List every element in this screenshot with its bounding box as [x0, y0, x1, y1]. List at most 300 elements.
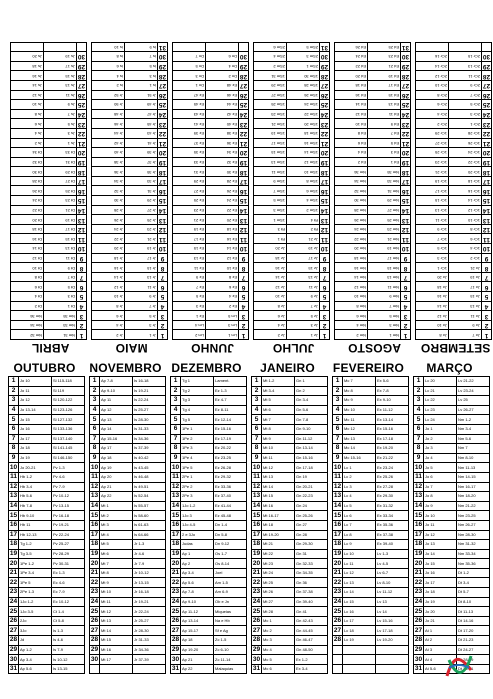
table-row	[92, 52, 168, 62]
day-number: 10	[239, 245, 248, 253]
table-row	[414, 530, 490, 540]
day-number: 30	[90, 655, 99, 663]
reading-2: Ez 23	[173, 205, 206, 215]
day-number: 6	[252, 424, 262, 434]
reading-2: Jr 6	[92, 311, 125, 321]
table-row	[173, 119, 249, 129]
reading-2: Is 4-6	[52, 636, 85, 646]
table-row	[92, 263, 168, 273]
day-number: 23	[414, 588, 423, 596]
day-number: 14	[401, 206, 410, 214]
day-number: 3	[158, 311, 168, 321]
day-number: 6	[171, 424, 181, 434]
day-number: 31	[252, 665, 261, 673]
table-row	[254, 320, 330, 330]
table-row	[11, 253, 87, 263]
table-row	[171, 444, 247, 454]
reading-2: Rt 1	[254, 234, 287, 244]
table-row	[252, 549, 328, 559]
reading-1: Jo 10	[424, 511, 457, 521]
table-row	[90, 549, 166, 559]
reading-2: Ez 7	[173, 282, 206, 292]
table-row	[335, 282, 411, 292]
table-row	[171, 549, 247, 559]
table-row	[333, 453, 409, 463]
reading-2: Ez 8-11	[214, 405, 247, 415]
reading-1: 1Sm 26	[287, 90, 320, 100]
day-number: 27	[252, 626, 261, 634]
reading-1: Dt 23	[44, 196, 77, 206]
day-number: 23	[171, 588, 180, 596]
day-number: 11	[321, 235, 328, 243]
reading-2: Lv 15-16	[376, 616, 409, 626]
reading-1: Nm 19	[368, 244, 401, 254]
table-row	[173, 224, 249, 234]
reading-2: Lv 17-18	[376, 626, 409, 636]
reading-1: Jz 13	[287, 272, 320, 282]
day-number: 5	[414, 415, 424, 425]
reading-2: Ez 15-16	[214, 424, 247, 434]
reading-2: Nm 28-30	[457, 530, 490, 540]
table-row	[171, 559, 247, 569]
reading-1: Ap 2	[181, 559, 214, 569]
table-row	[252, 578, 328, 588]
table-row	[90, 472, 166, 482]
day-number: 20	[401, 149, 410, 157]
reading-2: Jz 18	[254, 253, 287, 263]
reading-1: Ez 46	[206, 90, 239, 100]
day-number: 19	[77, 159, 86, 167]
reading-1: Jo 7	[449, 330, 482, 340]
reading-1: Mt 9	[100, 578, 133, 588]
table-row	[333, 626, 409, 636]
day-number: 14	[9, 502, 18, 510]
reading-1: 1Cr 18	[449, 176, 482, 186]
table-row	[92, 167, 168, 177]
reading-1: Ap 12	[100, 405, 133, 415]
day-number: 4	[90, 405, 100, 415]
reading-1: Mt 2	[100, 511, 133, 521]
table-row	[9, 626, 85, 636]
reading-1: Nm 33	[368, 176, 401, 186]
day-number: 10	[158, 245, 167, 253]
reading-1: Jz 21	[287, 234, 320, 244]
day-number: 23	[482, 120, 491, 128]
month-title: MAIO	[115, 341, 148, 355]
day-number: 13	[158, 216, 167, 224]
table-row	[173, 61, 249, 71]
day-number: 11	[172, 473, 179, 481]
day-number: 14	[239, 206, 248, 214]
day-number: 12	[333, 482, 342, 490]
table-row	[335, 61, 411, 71]
reading-1: Dt 7	[44, 272, 77, 282]
table-row	[414, 597, 490, 607]
table-row	[9, 472, 85, 482]
day-number: 14	[158, 206, 167, 214]
reading-1: Mt 9	[262, 434, 295, 444]
reading-1: Mt 19-20	[262, 530, 295, 540]
table-row	[173, 71, 249, 81]
reading-2: Pv 30-31	[52, 559, 85, 569]
day-number: 24	[482, 111, 491, 119]
day-number: 23	[320, 120, 329, 128]
day-number: 7	[77, 272, 87, 282]
reading-1: Jr 21	[125, 234, 158, 244]
reading-2: Nm 1-2	[457, 415, 490, 425]
reading-1: Jo 8	[424, 492, 457, 502]
reading-1: Jo 21	[424, 616, 457, 626]
table-row	[11, 301, 87, 311]
day-number: 11	[402, 235, 409, 243]
table-row	[252, 511, 328, 521]
reading-2: Jo 10	[416, 320, 449, 330]
table-row	[416, 282, 492, 292]
day-number: 5	[482, 292, 492, 302]
day-number: 16	[333, 521, 342, 529]
table-row	[416, 301, 492, 311]
reading-2: Dn 5-8	[214, 530, 247, 540]
reading-2: 1Cr 5	[416, 244, 449, 254]
reading-2: Nm 35-36	[457, 559, 490, 569]
reading-2: 1Sm 27	[254, 90, 287, 100]
table-row	[333, 540, 409, 550]
reading-2: Jr 19-21	[133, 597, 166, 607]
day-number: 21	[77, 139, 86, 147]
reading-1: Nm 23	[368, 224, 401, 234]
day-number: 4	[414, 405, 424, 415]
reading-2: Dt 1-2	[457, 568, 490, 578]
reading-1: Nm 17	[368, 253, 401, 263]
reading-1: Lc 11	[343, 559, 376, 569]
reading-2: Dn 7	[173, 52, 206, 62]
reading-1: 1Jo 4-5	[181, 520, 214, 530]
table-row	[333, 655, 409, 665]
reading-1: Is 7	[125, 52, 158, 62]
reading-1: Mt 14	[262, 482, 295, 492]
table-row	[416, 320, 492, 330]
reading-1: Nm 3	[368, 320, 401, 330]
reading-2: Ez 15	[173, 244, 206, 254]
table-row	[335, 176, 411, 186]
reading-1: Mt 21	[262, 540, 295, 550]
reading-1: Jo 7	[424, 482, 457, 492]
table-row	[92, 71, 168, 81]
reading-2: Ex 35-36	[376, 520, 409, 530]
day-number: 29	[482, 63, 491, 71]
table-row	[252, 588, 328, 598]
day-number: 2	[252, 386, 262, 396]
reading-table	[251, 376, 328, 674]
reading-2: Ed 26	[335, 42, 368, 52]
reading-2: Ex 33-34	[376, 511, 409, 521]
table-row	[92, 128, 168, 138]
reading-2: Jr 18	[92, 253, 125, 263]
reading-table	[413, 376, 490, 674]
day-number: 23	[90, 588, 99, 596]
reading-1: Jr 51	[125, 90, 158, 100]
table-row	[416, 42, 492, 52]
reading-2: Jr 22	[92, 234, 125, 244]
reading-2: Nm 32	[11, 330, 44, 340]
table-row	[252, 492, 328, 502]
reading-1: 1Pe 3-4	[19, 568, 52, 578]
reading-1: 1Cr 22	[449, 157, 482, 167]
reading-2: Ec 7-9	[52, 588, 85, 598]
day-number: 29	[9, 645, 18, 653]
reading-1: Ap 15-16	[100, 434, 133, 444]
table-row	[252, 626, 328, 636]
reading-1: Mc 1	[262, 616, 295, 626]
reading-1: Tg 3-5	[19, 549, 52, 559]
reading-2: Ez 17	[173, 234, 206, 244]
reading-1: 1Sm 20	[287, 119, 320, 129]
day-number: 21	[239, 139, 248, 147]
reading-1: Jo 11	[424, 520, 457, 530]
table-row	[416, 244, 492, 254]
table-row	[254, 311, 330, 321]
reading-2: 1Cr 23	[416, 157, 449, 167]
reading-2: Ez 23-25	[214, 453, 247, 463]
day-number: 21	[9, 569, 18, 577]
table-row	[9, 568, 85, 578]
reading-1: Jr 5	[125, 311, 158, 321]
day-number: 3	[482, 311, 492, 321]
reading-1: 2Sm 1	[287, 61, 320, 71]
table-row	[11, 263, 87, 273]
reading-2: Gn 22-23	[295, 492, 328, 502]
reading-1: Ez 12	[206, 253, 239, 263]
table-row	[90, 664, 166, 674]
day-number: 8	[171, 444, 181, 454]
table-row	[92, 196, 168, 206]
day-number: 12	[239, 226, 248, 234]
day-number: 30	[158, 53, 167, 61]
reading-1: Mt 6	[262, 405, 295, 415]
day-number: 4	[239, 301, 249, 311]
table-row	[414, 501, 490, 511]
day-number: 1	[482, 330, 492, 340]
table-row	[171, 578, 247, 588]
day-number: 10	[252, 463, 261, 471]
day-number: 14	[482, 206, 491, 214]
day-number: 28	[239, 72, 248, 80]
day-number: 6	[414, 424, 424, 434]
day-number: 11	[253, 473, 260, 481]
day-number: 18	[9, 540, 18, 548]
reading-1: Dt 31	[44, 157, 77, 167]
reading-1: 1Sm 12	[287, 157, 320, 167]
day-number: 29	[90, 645, 99, 653]
day-number: 25	[158, 101, 167, 109]
reading-2: Gn 44-45	[295, 626, 328, 636]
day-number: 8	[77, 263, 87, 273]
table-row	[333, 549, 409, 559]
reading-2: Nm 18-20	[457, 492, 490, 502]
table-row	[11, 71, 87, 81]
day-number: 16	[482, 187, 491, 195]
reading-1: Js 9	[44, 100, 77, 110]
day-number: 8	[333, 444, 343, 454]
reading-2: Lv 4-5	[376, 559, 409, 569]
reading-1: Mt 16	[262, 501, 295, 511]
reading-1: Mt 11	[262, 453, 295, 463]
reading-2: Ex 1-2	[295, 655, 328, 665]
reading-2: Dt 10	[11, 263, 44, 273]
reading-2: 1Cr 3	[416, 253, 449, 263]
table-row	[11, 42, 87, 52]
reading-1: Mc 6	[262, 664, 295, 674]
reading-2: Dt 30	[11, 167, 44, 177]
table-row	[90, 386, 166, 396]
table-row	[92, 100, 168, 110]
day-number: 28	[9, 636, 18, 644]
reading-2: Ez 41-44	[214, 501, 247, 511]
reading-2: Dn 3	[173, 71, 206, 81]
reading-1: Nm 9	[368, 292, 401, 302]
table-row	[252, 396, 328, 406]
reading-1: 1Cr 12	[449, 205, 482, 215]
reading-1: 2Cr 11	[449, 71, 482, 81]
day-number: 15	[252, 511, 261, 519]
reading-1: 1Sm 18	[287, 128, 320, 138]
day-number: 27	[90, 626, 99, 634]
reading-1: Jo 11	[19, 386, 52, 396]
day-number: 30	[171, 655, 180, 663]
reading-2: Jr 1-3	[133, 540, 166, 550]
day-number: 23	[401, 120, 410, 128]
table-row	[171, 415, 247, 425]
table-row	[416, 119, 492, 129]
table-row	[9, 655, 85, 665]
table-row	[333, 588, 409, 598]
reading-1: Mt 8	[262, 424, 295, 434]
reading-2: Jz 20	[254, 244, 287, 254]
day-number: 9	[252, 453, 262, 463]
reading-1: Js 1	[44, 138, 77, 148]
day-number: 15	[77, 197, 86, 205]
reading-1: 1Cr 28	[449, 128, 482, 138]
day-number: 12	[158, 226, 167, 234]
reading-2	[416, 42, 449, 52]
reading-2: Js 20	[11, 52, 44, 62]
day-number: 14	[320, 206, 329, 214]
day-number: 24	[77, 111, 86, 119]
reading-2: Pv 1-3	[52, 463, 85, 473]
table-row	[333, 415, 409, 425]
reading-2: Js 18	[11, 61, 44, 71]
reading-2: Jr 37-39	[133, 655, 166, 665]
table-row	[11, 196, 87, 206]
reading-1: Dt 33	[44, 148, 77, 158]
table-row	[335, 100, 411, 110]
month-dezembro	[170, 360, 243, 674]
reading-1: 2Pe 1	[181, 472, 214, 482]
reading-1: Jr 35	[125, 167, 158, 177]
day-number: 6	[239, 282, 249, 292]
day-number: 26	[239, 91, 248, 99]
reading-2: Jz 16	[254, 263, 287, 273]
reading-1: Ez 8	[206, 272, 239, 282]
table-row	[254, 128, 330, 138]
table-row	[92, 320, 168, 330]
table-row	[414, 444, 490, 454]
reading-2: Dt 8	[11, 272, 44, 282]
table-row	[90, 655, 166, 665]
month-title: NOVEMBRO	[89, 361, 162, 375]
day-number: 20	[333, 559, 342, 567]
reading-2: Dt 20	[11, 215, 44, 225]
reading-1: Nm 31	[368, 186, 401, 196]
reading-2: Zc 11-14	[214, 655, 247, 665]
reading-2: Ex 29-30	[376, 492, 409, 502]
reading-2: Nm 5-6	[457, 434, 490, 444]
day-number: 27	[158, 82, 167, 90]
table-row	[9, 645, 85, 655]
reading-1: Mt 10	[100, 588, 133, 598]
day-number: 24	[320, 111, 329, 119]
day-number: 11	[78, 235, 85, 243]
reading-2: Nm 31-32	[457, 540, 490, 550]
table-row	[90, 645, 166, 655]
reading-2: Sl 133-136	[52, 424, 85, 434]
reading-2: Lv 6-7	[376, 568, 409, 578]
table-row	[414, 626, 490, 636]
reading-2: Jr 10	[92, 292, 125, 302]
reading-1: Jo 12	[19, 396, 52, 406]
reading-1: 2Cr 5	[449, 100, 482, 110]
table-row	[92, 148, 168, 158]
table-row	[333, 664, 409, 674]
day-number: 22	[401, 130, 410, 138]
reading-1: Js 17	[44, 61, 77, 71]
table-row	[171, 453, 247, 463]
month-agosto	[338, 42, 411, 356]
table-row	[9, 578, 85, 588]
table-row	[11, 109, 87, 119]
day-number: 9	[77, 253, 87, 263]
reading-2: Jo 20	[416, 272, 449, 282]
day-number: 27	[320, 82, 329, 90]
reading-1: Jo 16	[424, 568, 457, 578]
reading-2: Nm 26	[335, 215, 368, 225]
day-number: 8	[414, 444, 424, 454]
day-number: 5	[333, 415, 343, 425]
reading-1: Tg 1-2	[19, 540, 52, 550]
day-number: 24	[401, 111, 410, 119]
reading-2: Is 46-48	[133, 472, 166, 482]
day-number: 27	[401, 82, 410, 90]
reading-1: Jr 15	[125, 263, 158, 273]
day-number: 8	[158, 263, 168, 273]
reading-2: Gn 28	[295, 530, 328, 540]
reading-2: Jo 14	[416, 301, 449, 311]
day-number: 24	[414, 597, 423, 605]
reading-2: Ed 22	[335, 61, 368, 71]
reading-2: 1Sm 29	[254, 80, 287, 90]
reading-1: Mt 25	[262, 578, 295, 588]
reading-2: Ez 39	[173, 128, 206, 138]
day-number: 11	[415, 473, 422, 481]
table-row	[92, 330, 168, 340]
reading-2: 2Cr 14	[416, 61, 449, 71]
table-row	[171, 520, 247, 530]
reading-2: 1Cr 15	[416, 196, 449, 206]
reading-1: 1Cr 16	[449, 186, 482, 196]
reading-2: Nm 23-25	[457, 511, 490, 521]
reading-1: Dt 19	[44, 215, 77, 225]
reading-2: Jo 16	[416, 292, 449, 302]
